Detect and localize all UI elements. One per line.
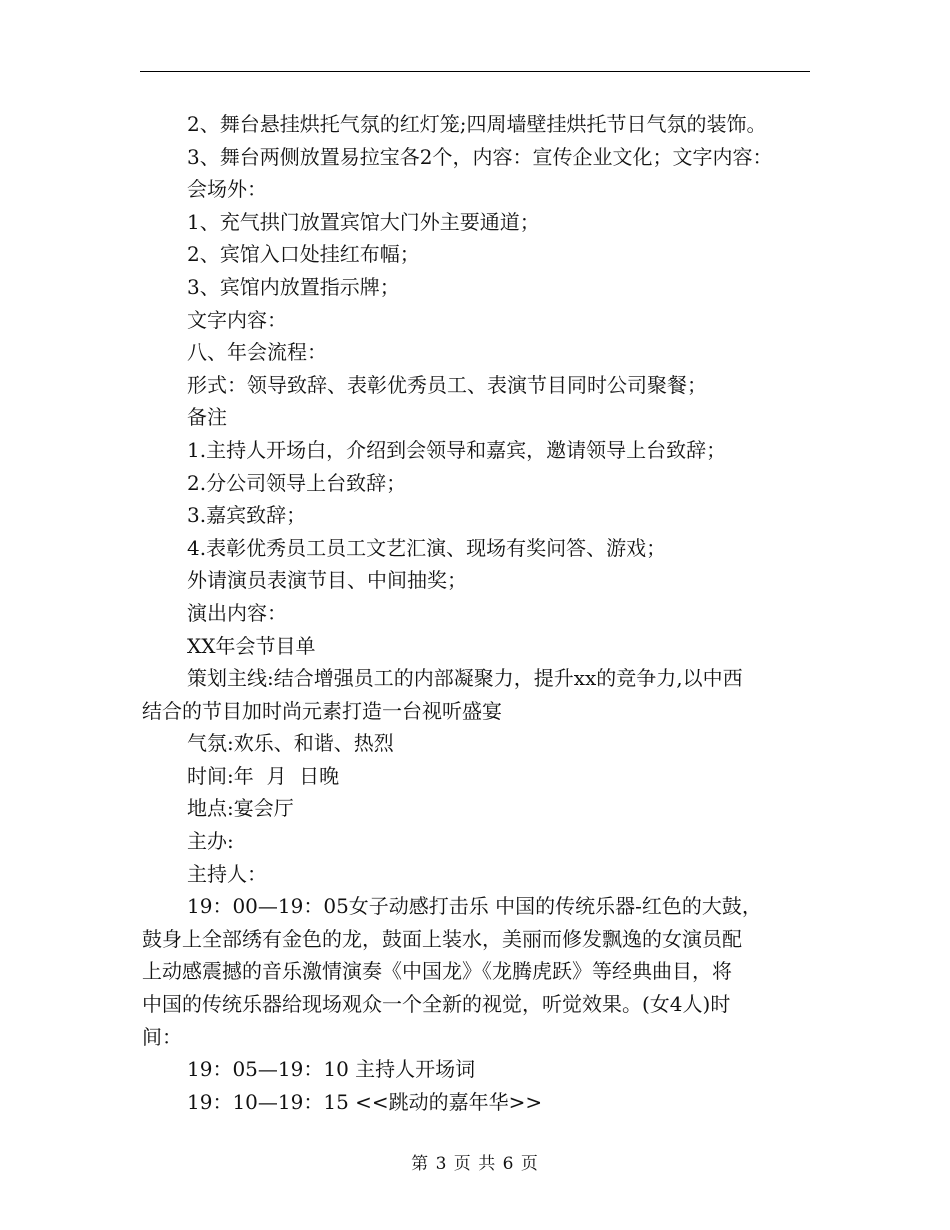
text-line: 演出内容： — [187, 600, 287, 625]
text-line: 时间:年 月 日晚 — [187, 763, 340, 788]
page-footer: 第 3 页 共 6 页 — [411, 1154, 539, 1174]
text-line: 间： — [142, 1024, 182, 1049]
section-heading: 八、年会流程： — [187, 340, 327, 365]
text-line: 结合的节目加时尚元素打造一台视听盛宴 — [142, 698, 502, 723]
text-line: 会场外： — [187, 177, 267, 202]
text-line: 4.表彰优秀员工员工文艺汇演、现场有奖问答、游戏； — [187, 535, 667, 560]
program-title: XX年会节目单 — [187, 633, 316, 658]
text-line: 3、舞台两侧放置易拉宝各2个，内容：宣传企业文化；文字内容： — [187, 144, 773, 169]
text-line: 3.嘉宾致辞； — [187, 503, 307, 528]
text-line: 1、充气拱门放置宾馆大门外主要通道； — [187, 209, 540, 234]
schedule-item: 19：00—19：05女子动感打击乐 中国的传统乐器-红色的大鼓， — [187, 894, 762, 919]
text-line: 策划主线:结合增强员工的内部凝聚力，提升xx的竞争力,以中西 — [187, 666, 743, 691]
text-line: 外请演员表演节目、中间抽奖； — [187, 568, 467, 593]
text-line: 2、舞台悬挂烘托气氛的红灯笼;四周墙壁挂烘托节日气氛的装饰。 — [187, 112, 767, 136]
text-line: 备注 — [187, 405, 227, 430]
text-line: 地点:宴会厅 — [187, 796, 294, 821]
text-line: 上动感震撼的音乐激情演奏《中国龙》《龙腾虎跃》等经典曲目，将 — [142, 959, 732, 984]
document-body — [142, 108, 810, 1118]
text-line: 中国的传统乐器给现场观众一个全新的视觉，听觉效果。(女4人)时 — [142, 992, 731, 1017]
header-rule — [140, 71, 810, 72]
text-line: 2、宾馆入口处挂红布幅； — [187, 242, 420, 267]
text-line: 鼓身上全部绣有金色的龙，鼓面上装水，美丽而修发飘逸的女演员配 — [142, 926, 742, 951]
schedule-item: 19：05—19：10 主持人开场词 — [187, 1057, 476, 1082]
schedule-item: 19：10—19：15 <<跳动的嘉年华>> — [187, 1089, 543, 1114]
text-line: 文字内容： — [187, 307, 287, 332]
text-line: 1.主持人开场白，介绍到会领导和嘉宾，邀请领导上台致辞； — [187, 437, 727, 462]
text-line: 主持人： — [187, 861, 267, 886]
text-line: 形式：领导致辞、表彰优秀员工、表演节目同时公司聚餐； — [187, 372, 707, 397]
text-line: 3、宾馆内放置指示牌； — [187, 274, 400, 299]
text-line: 2.分公司领导上台致辞； — [187, 470, 407, 495]
text-line: 气氛:欢乐、和谐、热烈 — [187, 731, 394, 756]
text-line: 主办: — [187, 829, 234, 854]
